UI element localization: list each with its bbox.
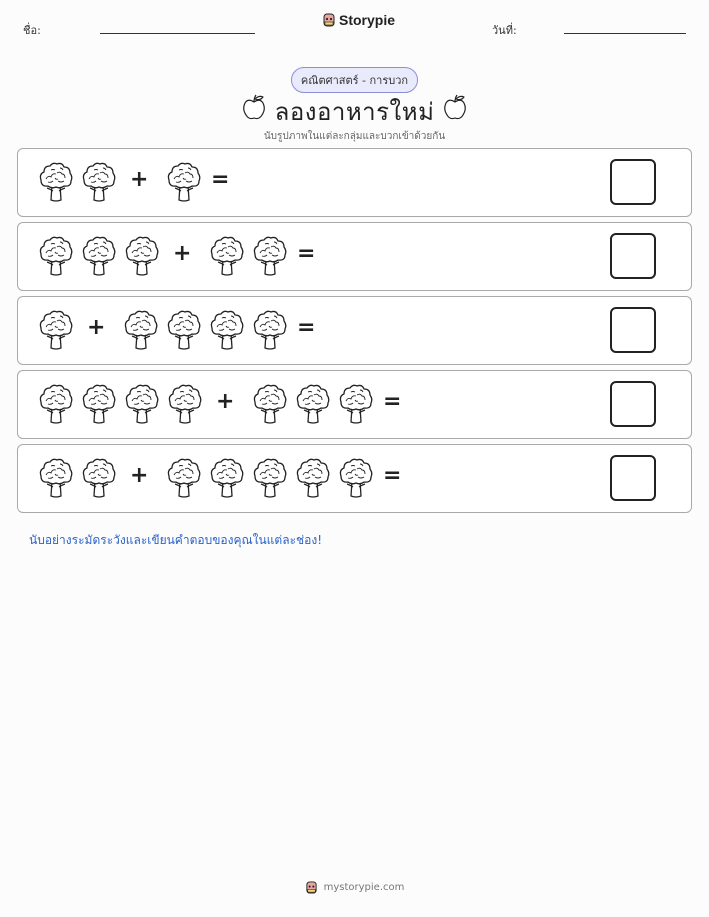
subject-badge: คณิตศาสตร์ - การบวก — [291, 67, 418, 93]
broccoli-icon — [209, 235, 245, 277]
date-label: วันที่: — [492, 24, 517, 37]
broccoli-icon — [167, 383, 203, 425]
problem-row — [17, 148, 692, 217]
broccoli-icon — [81, 383, 117, 425]
broccoli-icon — [295, 457, 331, 499]
site-footer — [0, 880, 709, 895]
plus-sign: + — [130, 463, 149, 488]
answer-box[interactable] — [610, 455, 656, 501]
broccoli-icon — [81, 457, 117, 499]
plus-sign: + — [87, 315, 106, 340]
mascot-icon — [322, 12, 336, 28]
plus-sign: + — [216, 389, 235, 414]
footer-note: นับอย่างระมัดระวังและเขียนคำตอบของคุณในแต่ละช่อง! — [29, 533, 323, 547]
equals-sign: = — [383, 463, 402, 488]
problem-row — [17, 370, 692, 439]
broccoli-icon — [38, 457, 74, 499]
instructions: นับรูปภาพในแต่ละกลุ่มและบวกเข้าด้วยกัน — [263, 131, 446, 142]
answer-box[interactable] — [610, 307, 656, 353]
broccoli-icon — [124, 235, 160, 277]
website-link[interactable]: mystorypie.com — [323, 882, 405, 893]
apple-icon — [442, 93, 468, 121]
name-label: ชื่อ: — [23, 24, 41, 37]
broccoli-icon — [38, 161, 74, 203]
broccoli-icon — [81, 161, 117, 203]
plus-sign: + — [130, 167, 149, 192]
mascot-icon — [305, 880, 318, 895]
broccoli-icon — [252, 383, 288, 425]
broccoli-icon — [38, 383, 74, 425]
brand-logo — [322, 12, 395, 28]
broccoli-icon — [166, 309, 202, 351]
equals-sign: = — [297, 315, 316, 340]
equals-sign: = — [297, 241, 316, 266]
broccoli-icon — [166, 161, 202, 203]
problem-row — [17, 222, 692, 291]
broccoli-icon — [295, 383, 331, 425]
problem-row — [17, 296, 692, 365]
broccoli-icon — [252, 309, 288, 351]
broccoli-icon — [252, 457, 288, 499]
broccoli-icon — [252, 235, 288, 277]
problem-row — [17, 444, 692, 513]
broccoli-icon — [38, 309, 74, 351]
answer-box[interactable] — [610, 159, 656, 205]
broccoli-icon — [338, 383, 374, 425]
broccoli-icon — [81, 235, 117, 277]
date-line[interactable] — [564, 33, 686, 34]
broccoli-icon — [124, 383, 160, 425]
broccoli-icon — [209, 457, 245, 499]
broccoli-icon — [338, 457, 374, 499]
answer-box[interactable] — [610, 381, 656, 427]
equals-sign: = — [211, 167, 230, 192]
page-title: ลองอาหารใหม่ — [274, 98, 435, 126]
broccoli-icon — [123, 309, 159, 351]
name-line[interactable] — [100, 33, 255, 34]
broccoli-icon — [38, 235, 74, 277]
equals-sign: = — [383, 389, 402, 414]
answer-box[interactable] — [610, 233, 656, 279]
broccoli-icon — [209, 309, 245, 351]
plus-sign: + — [173, 241, 192, 266]
broccoli-icon — [166, 457, 202, 499]
brand-name: Storypie — [339, 12, 396, 28]
